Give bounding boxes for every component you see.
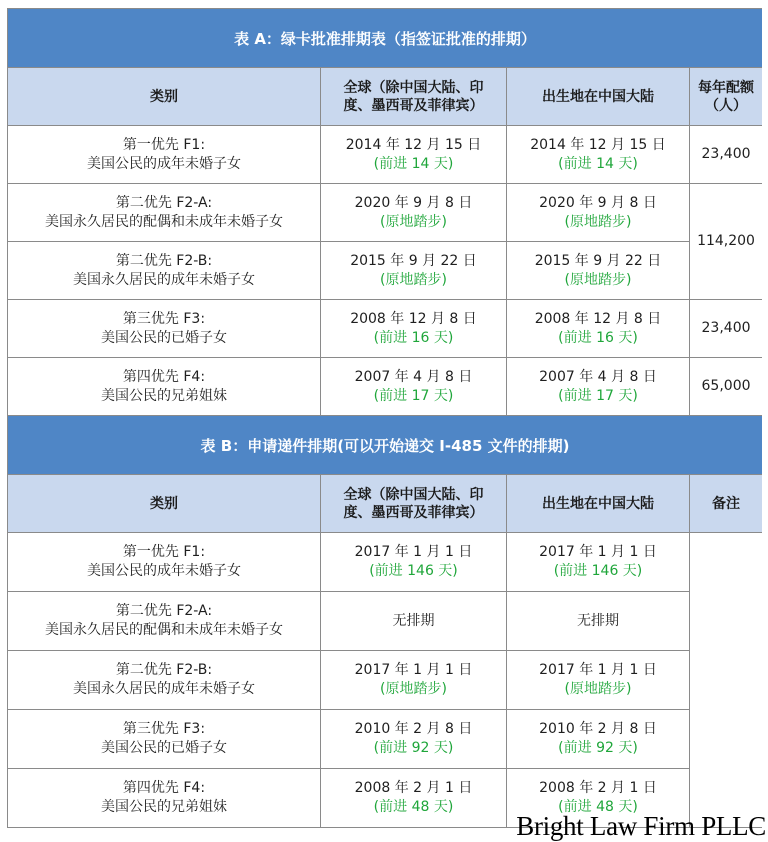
table-row <box>8 533 763 592</box>
firm-watermark: Bright Law Firm PLLC <box>516 811 766 841</box>
table-a-header-worldwide: 全球（除中国大陆、印度、墨西哥及菲律宾） <box>321 68 507 126</box>
quota-cell: 114,200 <box>690 184 763 300</box>
table-row <box>8 710 763 769</box>
china-date-cell: 2017 年 1 月 1 日 (前进 146 天) <box>507 533 690 592</box>
table-b-header-china: 出生地在中国大陆 <box>507 475 690 533</box>
table-row <box>8 300 763 358</box>
category-cell: 第二优先 F2-A: 美国永久居民的配偶和未成年未婚子女 <box>8 184 321 242</box>
worldwide-date-cell: 2014 年 12 月 15 日 (前进 14 天) <box>321 126 507 184</box>
worldwide-date-cell: 2010 年 2 月 8 日 (前进 92 天) <box>321 710 507 769</box>
china-date-cell: 2008 年 2 月 1 日 (前进 48 天) <box>507 769 690 828</box>
china-date-cell: 2015 年 9 月 22 日 (原地踏步) <box>507 242 690 300</box>
worldwide-date-cell: 无排期 <box>321 592 507 651</box>
worldwide-date-cell: 2007 年 4 月 8 日 (前进 17 天) <box>321 358 507 416</box>
table-a-title: 表 A：绿卡批准排期表（指签证批准的排期） <box>8 9 763 68</box>
table-a-header-china: 出生地在中国大陆 <box>507 68 690 126</box>
table-b-header-category: 类别 <box>8 475 321 533</box>
table-b-header-worldwide: 全球（除中国大陆、印度、墨西哥及菲律宾） <box>321 475 507 533</box>
worldwide-date-cell: 2008 年 12 月 8 日 (前进 16 天) <box>321 300 507 358</box>
table-row <box>8 126 763 184</box>
category-cell: 第四优先 F4: 美国公民的兄弟姐妹 <box>8 358 321 416</box>
china-date-cell: 2014 年 12 月 15 日 (前进 14 天) <box>507 126 690 184</box>
table-row <box>8 358 763 416</box>
worldwide-date-cell: 2015 年 9 月 22 日 (原地踏步) <box>321 242 507 300</box>
quota-cell: 23,400 <box>690 300 763 358</box>
category-cell: 第一优先 F1: 美国公民的成年未婚子女 <box>8 126 321 184</box>
china-date-cell: 2020 年 9 月 8 日 (原地踏步) <box>507 184 690 242</box>
china-date-cell: 2010 年 2 月 8 日 (前进 92 天) <box>507 710 690 769</box>
worldwide-date-cell: 2020 年 9 月 8 日 (原地踏步) <box>321 184 507 242</box>
table-a-header-quota: 每年配额（人） <box>690 68 763 126</box>
category-cell: 第三优先 F3: 美国公民的已婚子女 <box>8 710 321 769</box>
visa-bulletin-table <box>7 8 762 828</box>
china-date-cell: 2017 年 1 月 1 日 (原地踏步) <box>507 651 690 710</box>
china-date-cell: 2007 年 4 月 8 日 (前进 17 天) <box>507 358 690 416</box>
quota-cell: 65,000 <box>690 358 763 416</box>
quota-cell: 23,400 <box>690 126 763 184</box>
category-cell: 第二优先 F2-B: 美国永久居民的成年未婚子女 <box>8 242 321 300</box>
category-cell: 第二优先 F2-A: 美国永久居民的配偶和未成年未婚子女 <box>8 592 321 651</box>
table-a-header-category: 类别 <box>8 68 321 126</box>
visa-bulletin-tables <box>7 8 762 839</box>
worldwide-date-cell: 2017 年 1 月 1 日 (原地踏步) <box>321 651 507 710</box>
china-date-cell: 2008 年 12 月 8 日 (前进 16 天) <box>507 300 690 358</box>
category-cell: 第三优先 F3: 美国公民的已婚子女 <box>8 300 321 358</box>
table-row <box>8 242 763 300</box>
worldwide-date-cell: 2017 年 1 月 1 日 (前进 146 天) <box>321 533 507 592</box>
worldwide-date-cell: 2008 年 2 月 1 日 (前进 48 天) <box>321 769 507 828</box>
table-row <box>8 184 763 242</box>
table-b-header-remarks: 备注 <box>690 475 763 533</box>
remarks-cell <box>690 533 763 828</box>
table-row <box>8 651 763 710</box>
table-b-title: 表 B：申请递件排期(可以开始递交 I-485 文件的排期) <box>8 416 763 475</box>
table-row <box>8 592 763 651</box>
category-cell: 第四优先 F4: 美国公民的兄弟姐妹 <box>8 769 321 828</box>
category-cell: 第一优先 F1: 美国公民的成年未婚子女 <box>8 533 321 592</box>
china-date-cell: 无排期 <box>507 592 690 651</box>
category-cell: 第二优先 F2-B: 美国永久居民的成年未婚子女 <box>8 651 321 710</box>
